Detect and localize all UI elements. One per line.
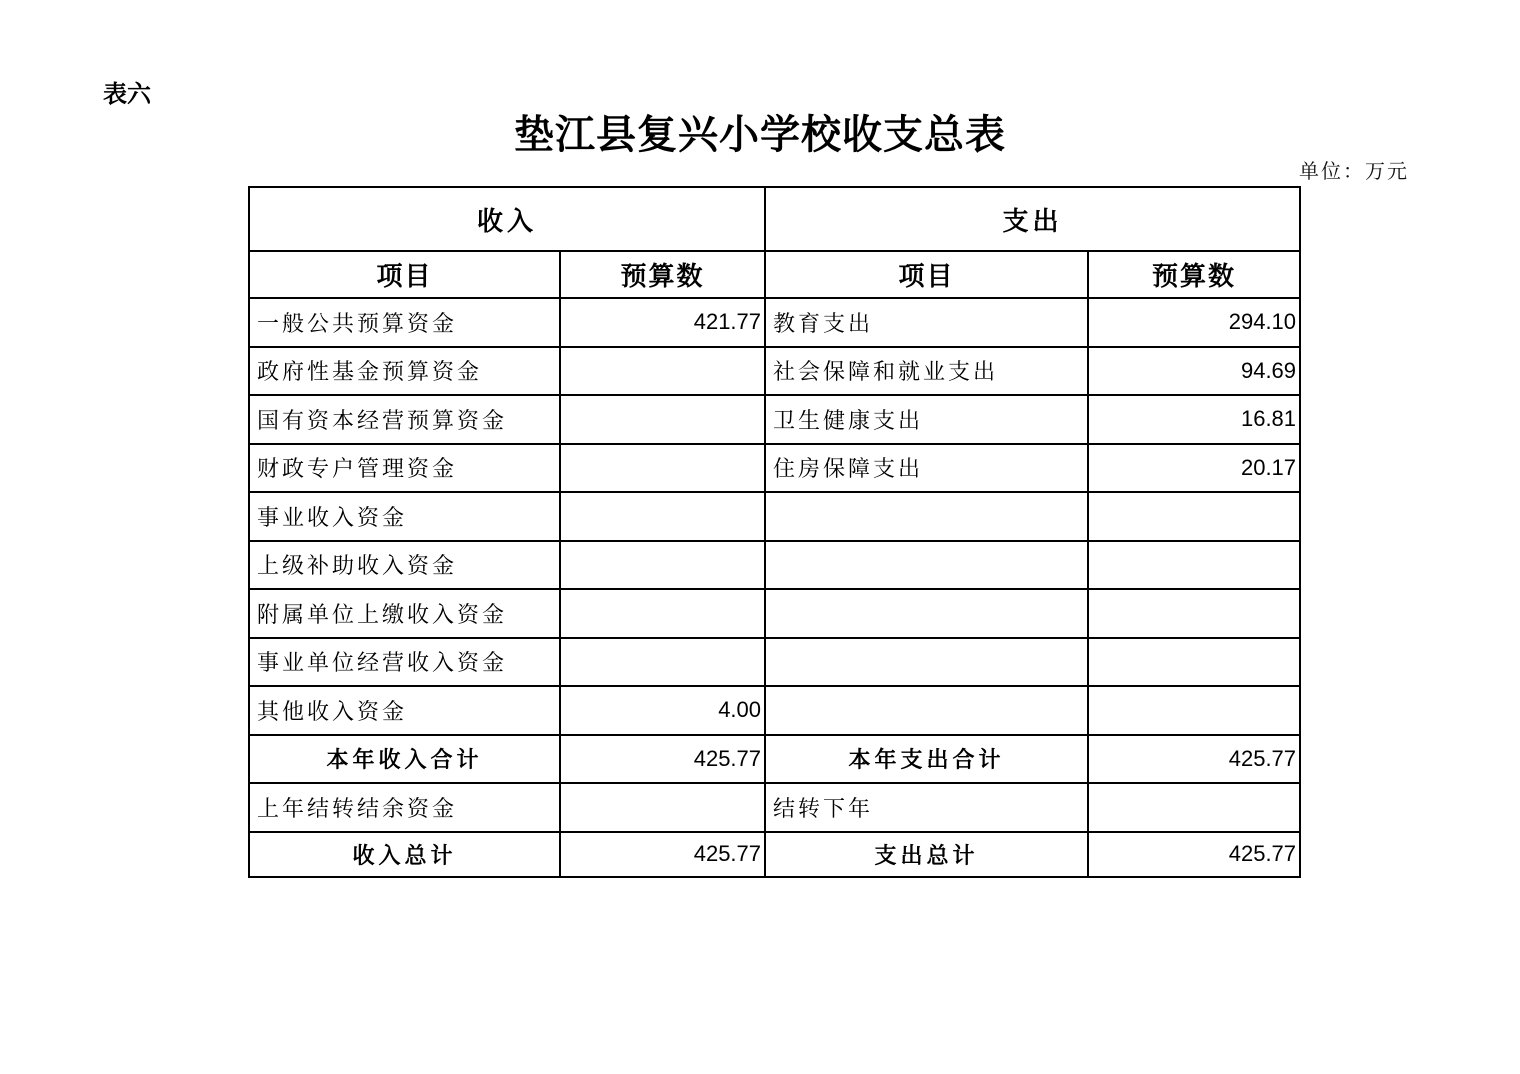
income-value [560,638,765,687]
expense-value [1088,783,1300,832]
income-item: 上级补助收入资金 [249,541,560,590]
income-value: 4.00 [560,686,765,735]
expense-subtotal-label: 本年支出合计 [765,735,1088,784]
table-row [249,686,1300,735]
income-item: 政府性基金预算资金 [249,347,560,396]
table-row [249,444,1300,493]
table-row [249,347,1300,396]
expense-value: 20.17 [1088,444,1300,493]
table-row [249,492,1300,541]
income-item: 附属单位上缴收入资金 [249,589,560,638]
expense-budget-header: 预算数 [1088,251,1300,298]
expense-value: 94.69 [1088,347,1300,396]
income-value [560,395,765,444]
income-value [560,541,765,590]
expense-item: 教育支出 [765,298,1088,347]
income-group-header: 收入 [249,187,765,251]
income-value [560,444,765,493]
expense-item [765,589,1088,638]
table-row [249,638,1300,687]
expense-total-value: 425.77 [1088,832,1300,877]
subtotal-row [249,735,1300,784]
table-header-row-columns [249,251,1300,298]
table-number: 表六 [103,80,151,108]
income-item: 事业收入资金 [249,492,560,541]
table-row [249,395,1300,444]
expense-value [1088,541,1300,590]
expense-item: 住房保障支出 [765,444,1088,493]
expense-item: 社会保障和就业支出 [765,347,1088,396]
income-expense-table [248,186,1301,878]
income-item: 国有资本经营预算资金 [249,395,560,444]
expense-value: 16.81 [1088,395,1300,444]
page-title: 垫江县复兴小学校收支总表 [514,111,1006,158]
expense-item-header: 项目 [765,251,1088,298]
expense-item [765,541,1088,590]
income-subtotal-label: 本年收入合计 [249,735,560,784]
income-value: 421.77 [560,298,765,347]
income-item: 上年结转结余资金 [249,783,560,832]
expense-value [1088,492,1300,541]
income-item: 财政专户管理资金 [249,444,560,493]
income-subtotal-value: 425.77 [560,735,765,784]
table-header-row-groups [249,187,1300,251]
income-budget-header: 预算数 [560,251,765,298]
expense-item [765,492,1088,541]
income-value [560,589,765,638]
expense-item: 卫生健康支出 [765,395,1088,444]
expense-item: 结转下年 [765,783,1088,832]
income-value [560,347,765,396]
total-row [249,832,1300,877]
expense-value [1088,686,1300,735]
income-total-value: 425.77 [560,832,765,877]
table-row [249,589,1300,638]
income-item: 一般公共预算资金 [249,298,560,347]
table-row [249,783,1300,832]
unit-label: 单位：万元 [1299,159,1409,183]
expense-value: 294.10 [1088,298,1300,347]
income-item-header: 项目 [249,251,560,298]
income-value [560,492,765,541]
income-item: 其他收入资金 [249,686,560,735]
table-row [249,541,1300,590]
expense-group-header: 支出 [765,187,1300,251]
table-row [249,298,1300,347]
expense-subtotal-value: 425.77 [1088,735,1300,784]
expense-value [1088,589,1300,638]
expense-total-label: 支出总计 [765,832,1088,877]
income-value [560,783,765,832]
expense-item [765,638,1088,687]
income-item: 事业单位经营收入资金 [249,638,560,687]
expense-value [1088,638,1300,687]
expense-item [765,686,1088,735]
income-total-label: 收入总计 [249,832,560,877]
